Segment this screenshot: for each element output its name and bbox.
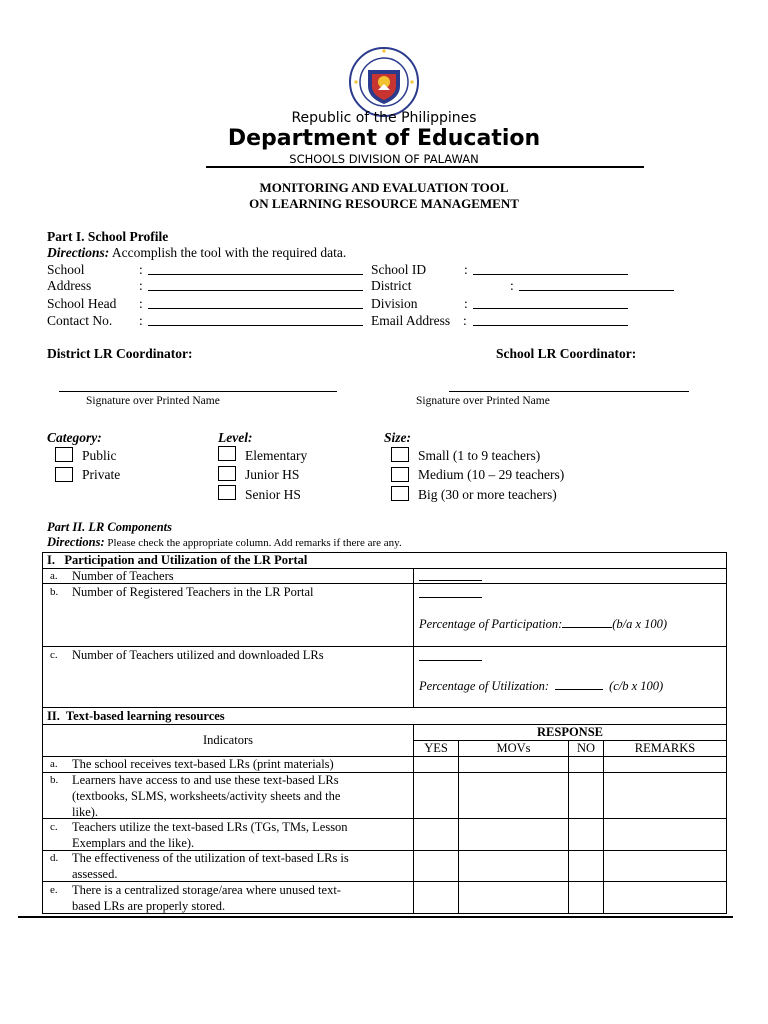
tool-title-line2: ON LEARNING RESOURCE MANAGEMENT [249, 196, 519, 211]
registered-teachers-input[interactable] [419, 597, 482, 598]
section1-row-a-index: a. [50, 570, 58, 582]
row-c-movs-cell[interactable] [459, 819, 568, 850]
checkbox-public[interactable] [55, 447, 73, 462]
field-school-label: School [47, 262, 85, 277]
participation-row [419, 615, 667, 632]
field-district-colon: : [510, 278, 514, 293]
field-division-label: Division [371, 296, 418, 311]
field-address-label: Address [47, 278, 92, 293]
checkbox-big[interactable] [391, 486, 409, 501]
row-b-movs-cell[interactable] [459, 773, 568, 818]
section2-row-b-text [72, 772, 412, 820]
district-coordinator-label: District LR Coordinator: [47, 346, 193, 361]
row-e-no-cell[interactable] [569, 882, 603, 913]
checkbox-medium[interactable] [391, 467, 409, 482]
utilization-formula: (c/b x 100) [609, 679, 664, 693]
row-e-movs-cell[interactable] [459, 882, 568, 913]
indicators-header: Indicators [203, 733, 253, 747]
utilization-row [419, 677, 663, 694]
col-movs: MOVs [496, 741, 531, 755]
field-school-id-colon: : [464, 262, 468, 277]
district-signature-caption: Signature over Printed Name [86, 395, 220, 407]
district-signature-line[interactable] [59, 391, 337, 392]
field-email-colon: : [463, 313, 467, 328]
row-b-remarks-cell[interactable] [604, 773, 726, 818]
checkbox-private[interactable] [55, 467, 73, 482]
school-signature-caption: Signature over Printed Name [416, 395, 550, 407]
field-contact-colon: : [139, 313, 143, 328]
field-school-id-label: School ID [371, 262, 427, 277]
col-remarks: REMARKS [634, 741, 696, 755]
section2-row-e-text [72, 882, 412, 914]
contact-input-line[interactable] [148, 325, 363, 326]
part1-directions-label: Directions: [47, 245, 110, 260]
address-input-line[interactable] [148, 290, 363, 291]
row-a-remarks-cell[interactable] [604, 757, 726, 772]
row-c-line-1: Teachers utilize the text-based LRs (TGs, TMs, Lesson [72, 820, 348, 834]
row-c-line-2: Exemplars and the like). [72, 836, 195, 850]
checkbox-junior-hs[interactable] [218, 466, 236, 481]
col-yes: YES [424, 741, 448, 755]
section2-row-a-index: a. [50, 758, 58, 770]
field-contact-label: Contact No. [47, 313, 113, 328]
field-school-head-label: School Head [47, 296, 117, 311]
field-district-label: District [371, 278, 412, 293]
option-small: Small (1 to 9 teachers) [418, 448, 541, 463]
utilized-teachers-input[interactable] [419, 660, 482, 661]
section1-row-a-text: Number of Teachers [72, 569, 174, 583]
school-coordinator-label: School LR Coordinator: [496, 346, 637, 361]
category-label: Category: [47, 430, 102, 445]
col-no: NO [576, 741, 596, 755]
row-d-yes-cell[interactable] [414, 851, 458, 881]
row-d-line-1: The effectiveness of the utilization of text-based LRs is [72, 851, 349, 865]
participation-label: Percentage of Participation: [419, 617, 563, 631]
row-d-movs-cell[interactable] [459, 851, 568, 881]
republic-label: Republic of the Philippines [291, 110, 477, 126]
option-senior-hs: Senior HS [245, 487, 301, 502]
part2-directions-text: Please check the appropriate column. Add remarks if there are any. [104, 537, 402, 549]
row-e-yes-cell[interactable] [414, 882, 458, 913]
participation-input[interactable] [562, 615, 612, 628]
row-a-line-1: The school receives text-based LRs (print materials) [72, 757, 334, 771]
school-head-input-line[interactable] [148, 308, 363, 309]
row-d-no-cell[interactable] [569, 851, 603, 881]
part2-heading: Part II. LR Components [47, 520, 173, 534]
row-b-no-cell[interactable] [569, 773, 603, 818]
section1-row-c-index: c. [50, 649, 58, 661]
section2-row-d-index: d. [50, 852, 59, 864]
row-e-remarks-cell[interactable] [604, 882, 726, 913]
option-private: Private [82, 467, 121, 482]
row-c-remarks-cell[interactable] [604, 819, 726, 850]
option-elementary: Elementary [245, 448, 308, 463]
section1-row-b-index: b. [50, 586, 59, 598]
number-of-teachers-input[interactable] [419, 580, 482, 581]
row-a-movs-cell[interactable] [459, 757, 568, 772]
option-public: Public [82, 448, 117, 463]
participation-formula: (b/a x 100) [612, 617, 668, 631]
district-input-line[interactable] [519, 290, 674, 291]
section1-title: I. Participation and Utilization of the LR Portal [47, 553, 308, 567]
school-id-input-line[interactable] [473, 274, 628, 275]
size-label: Size: [384, 430, 411, 445]
level-label: Level: [218, 430, 253, 445]
response-header: RESPONSE [537, 725, 603, 739]
option-medium: Medium (10 – 29 teachers) [418, 467, 565, 482]
school-signature-line[interactable] [449, 391, 689, 392]
checkbox-senior-hs[interactable] [218, 485, 236, 500]
part1-directions-text: Accomplish the tool with the required data. [109, 245, 347, 260]
checkbox-small[interactable] [391, 447, 409, 462]
part1-directions [47, 244, 346, 261]
row-c-yes-cell[interactable] [414, 819, 458, 850]
section2-row-c-text [72, 819, 412, 851]
part2-directions-label: Directions: [47, 535, 105, 549]
field-email-label: Email Address [371, 313, 451, 328]
section1-row-b-text: Number of Registered Teachers in the LR Portal [72, 585, 314, 599]
division-input-line[interactable] [473, 308, 628, 309]
row-a-no-cell[interactable] [569, 757, 603, 772]
utilization-label: Percentage of Utilization: [419, 679, 550, 693]
section2-row-c-index: c. [50, 821, 58, 833]
field-division-colon: : [464, 296, 468, 311]
division-label: SCHOOLS DIVISION OF PALAWAN [289, 152, 479, 166]
option-junior-hs: Junior HS [245, 467, 300, 482]
section2-title: II. Text-based learning resources [47, 709, 225, 723]
row-d-line-2: assessed. [72, 867, 118, 881]
utilization-input[interactable] [555, 677, 603, 690]
row-e-line-1: There is a centralized storage/area where unused text- [72, 883, 341, 897]
field-school-colon: : [139, 262, 143, 277]
row-a-yes-cell[interactable] [414, 757, 458, 772]
tool-title-line1: MONITORING AND EVALUATION TOOL [259, 180, 509, 195]
field-school-head-colon: : [139, 296, 143, 311]
option-big: Big (30 or more teachers) [418, 487, 557, 502]
section2-row-e-index: e. [50, 884, 58, 896]
row-b-line-1: Learners have access to and use these text-based LRs [72, 773, 339, 787]
school-input-line[interactable] [148, 274, 363, 275]
seal-icon [348, 46, 420, 118]
part2-directions [47, 535, 402, 550]
field-address-colon: : [139, 278, 143, 293]
section2-row-b-index: b. [50, 774, 59, 786]
row-b-line-3: like). [72, 805, 99, 819]
checkbox-elementary[interactable] [218, 446, 236, 461]
row-d-remarks-cell[interactable] [604, 851, 726, 881]
row-e-line-2: based LRs are properly stored. [72, 899, 226, 913]
row-c-no-cell[interactable] [569, 819, 603, 850]
email-input-line[interactable] [473, 325, 628, 326]
row-b-yes-cell[interactable] [414, 773, 458, 818]
section1-row-c-text: Number of Teachers utilized and downloaded LRs [72, 648, 324, 662]
header-rule [206, 166, 644, 168]
row-b-line-2: (textbooks, SLMS, worksheets/activity sheets and the [72, 789, 341, 803]
section2-row-d-text [72, 850, 412, 882]
department-title: Department of Education [227, 126, 541, 151]
part1-heading: Part I. School Profile [47, 229, 169, 244]
deped-seal [348, 46, 420, 118]
section2-row-a-text [72, 756, 412, 772]
